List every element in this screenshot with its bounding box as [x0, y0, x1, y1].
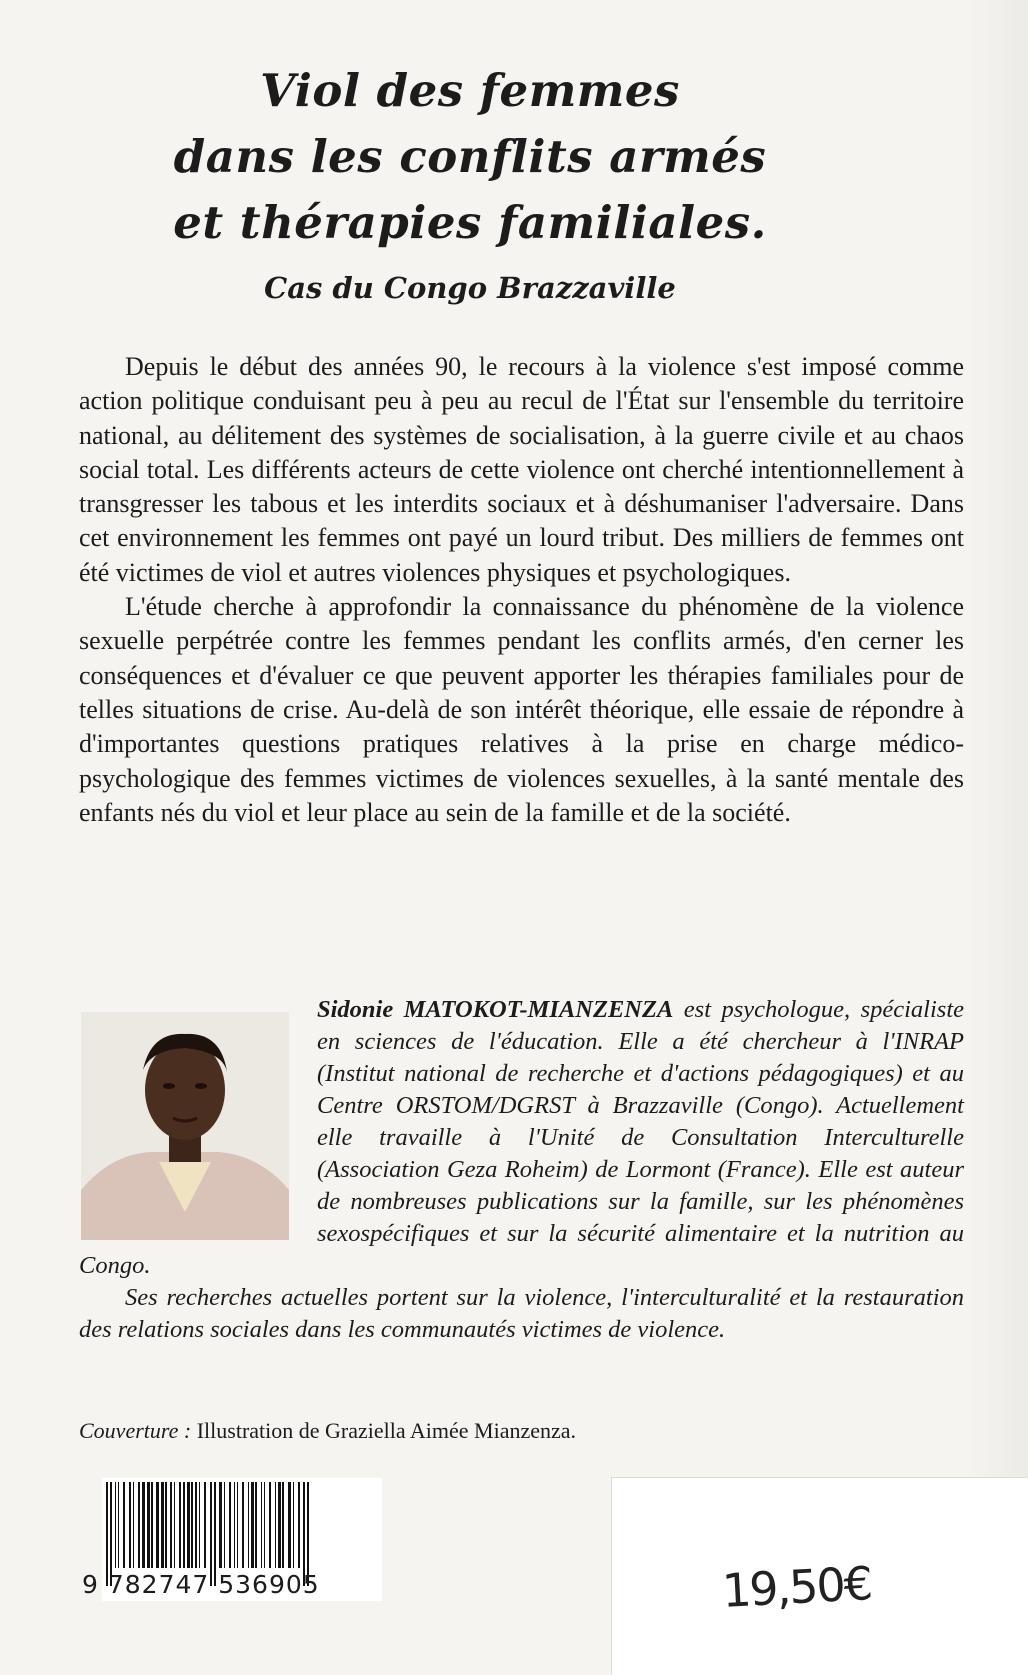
author-bio-text: est psychologue, spécialiste en sciences de l'éducation. Elle a été chercheur à l'INRAP (Institut national de recherche et d'actions pédagogiques) et au Centre ORSTOM/DGRST à Brazzaville (Congo). Actuellement elle travaille à l'Unité de Consultation Interculturelle (Association Geza Roheim) de Lormont (France). Elle est auteur de nombreuses publications sur la famille, sur les phénomènes sexospécifiques et sur la sécurité alimentaire et la nutrition au Congo. [79, 996, 964, 1279]
title-line-3: et thérapies familiales. [173, 196, 767, 249]
barcode-bar [264, 1482, 265, 1568]
summary [79, 350, 964, 830]
barcode-bar [138, 1482, 140, 1568]
price-handwritten: 19,50€ [720, 1556, 873, 1618]
barcode-bar [199, 1482, 200, 1568]
barcode-bar [275, 1482, 276, 1568]
barcode-bar [133, 1482, 134, 1568]
cover-credit-label: Couverture : [79, 1418, 192, 1443]
isbn-number: 9 782747 536905 [82, 1570, 320, 1599]
barcode-bar [129, 1482, 131, 1568]
barcode-bar [293, 1482, 294, 1568]
barcode-bar [224, 1482, 225, 1568]
cover-credit [79, 1418, 576, 1444]
barcode-bar [123, 1482, 125, 1568]
barcode-bar [204, 1482, 206, 1568]
barcode-bar [242, 1482, 244, 1568]
author-research: Ses recherches actuelles portent sur la violence, l'interculturalité et la restauration des relations sociales dans les communautés victimes de violence. [79, 1284, 964, 1343]
book-title [150, 58, 790, 308]
summary-paragraph-1: Depuis le début des années 90, le recours à la violence s'est imposé comme action politique conduisant peu à peu au recul de l'État sur l'ensemble du territoire national, au délitement des systèmes de socialisation, à la guerre civile et au chaos social total. Les différents acteurs de cette violence ont cherché intentionnellement à transgresser les tabous et les interdits sociaux et à déshumaniser l'adversaire. Dans cet environnement les femmes ont payé un lourd tribut. Des milliers de femmes ont été victimes de viol et autres violences physiques et psychologiques. [79, 352, 964, 587]
barcode-bar [251, 1482, 254, 1568]
barcode-bar [261, 1482, 262, 1568]
book-subtitle: Cas du Congo Brazzaville [264, 271, 676, 305]
barcode-bar [142, 1482, 145, 1568]
barcode [82, 1478, 382, 1601]
barcode-bar [165, 1482, 167, 1568]
barcode-bar [156, 1482, 159, 1568]
barcode-bar [248, 1482, 249, 1568]
barcode-bar [269, 1482, 271, 1568]
barcode-bar [195, 1482, 197, 1568]
barcode-bar [298, 1482, 300, 1568]
barcode-bar [118, 1482, 119, 1568]
summary-paragraph-2: L'étude cherche à approfondir la connaissance du phénomène de la violence sexuelle perpétrée contre les femmes pendant les conflits armés, d'en cerner les conséquences et d'évaluer ce que peuvent apporter les thérapies familiales pour de telles situations de crise. Au-delà de son intérêt théorique, elle essaie de répondre à d'importantes questions pratiques relatives à la prise en charge médico-psychologique des femmes victimes de violences sexuelles, à la santé mentale des enfants nés du viol et leur place au sein de la famille et de la société. [79, 592, 964, 827]
barcode-bar [174, 1482, 175, 1568]
title-line-1: Viol des femmes [260, 64, 680, 117]
barcode-bar [161, 1482, 164, 1568]
author-name: Sidonie MATOKOT-MIANZENZA [317, 996, 674, 1023]
cover-credit-text: Illustration de Graziella Aimée Mianzenza. [196, 1418, 577, 1443]
barcode-bar [234, 1482, 235, 1568]
barcode-bar [237, 1482, 238, 1568]
barcode-bar [151, 1482, 153, 1568]
author-bio [79, 994, 964, 1346]
author-photo [81, 1012, 289, 1240]
title-line-2: dans les conflits armés [173, 130, 767, 183]
barcode-bar [170, 1482, 172, 1568]
barcode-bar [255, 1482, 257, 1568]
barcode-bar [282, 1482, 284, 1568]
barcode-bar [278, 1482, 281, 1568]
barcode-bar [187, 1482, 190, 1568]
barcode-bar [219, 1482, 222, 1568]
page-edge [966, 0, 1028, 1675]
barcode-bar [115, 1482, 116, 1568]
barcode-bar [179, 1482, 181, 1568]
barcode-bar [147, 1482, 150, 1568]
barcode-bar [191, 1482, 193, 1568]
barcode-bar [183, 1482, 185, 1568]
barcode-bar [288, 1482, 291, 1568]
barcode-bar [229, 1482, 231, 1568]
